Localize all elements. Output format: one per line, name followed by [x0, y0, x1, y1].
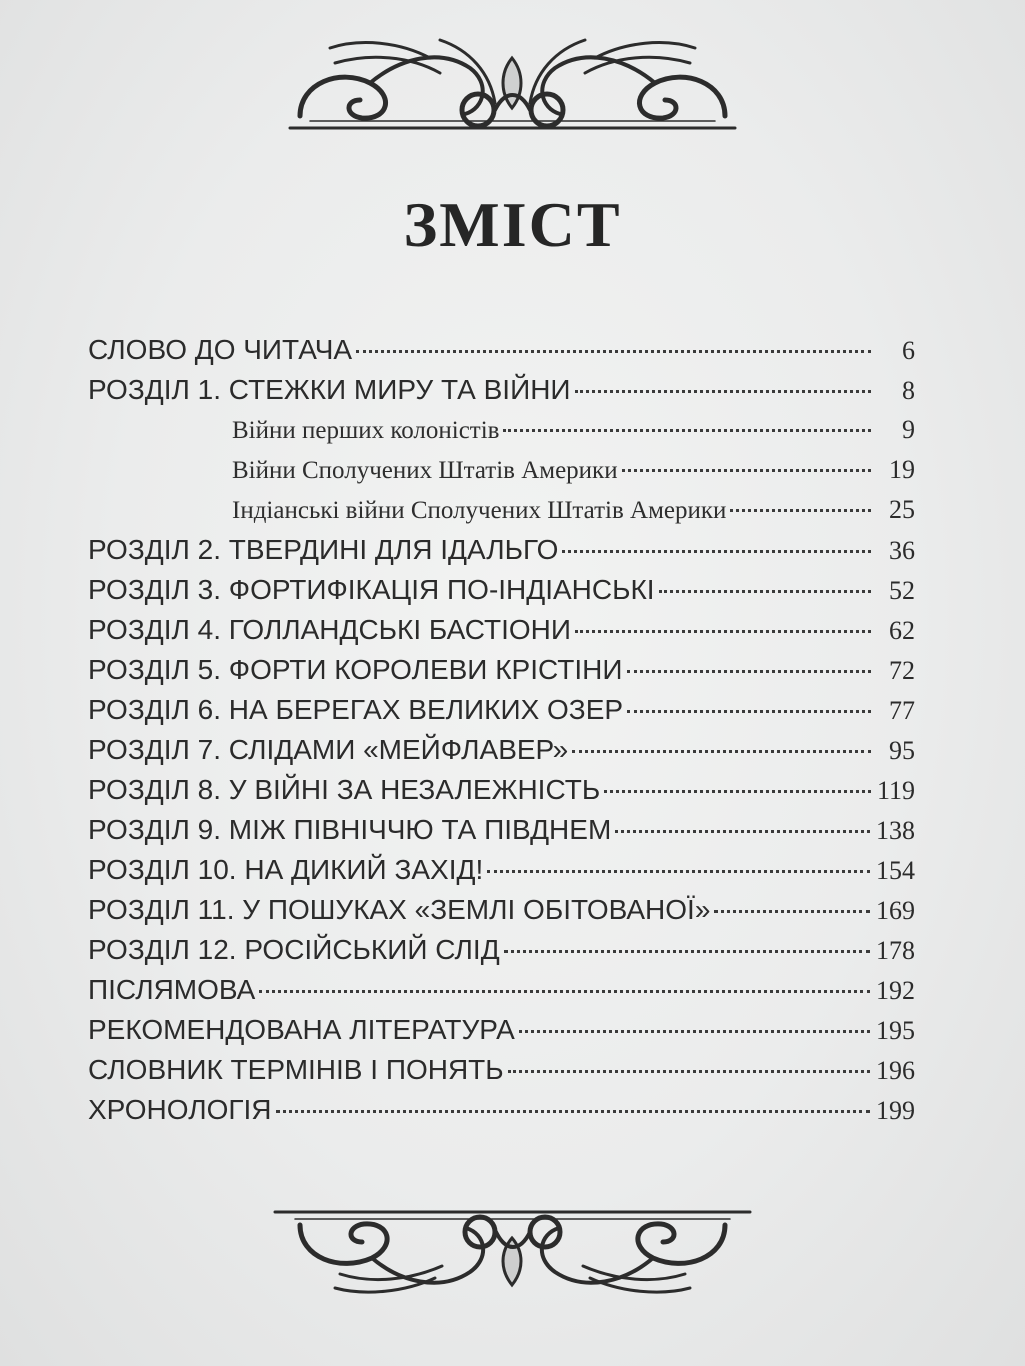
toc-entry-page: 95 [889, 736, 915, 765]
toc-leader-dots [627, 670, 872, 673]
toc-leader-dots [575, 390, 871, 393]
toc-entry-page: 119 [876, 776, 915, 805]
toc-entry [0, 570, 1025, 610]
toc-entry-label: РОЗДІЛ 9. МІЖ ПІВНІЧЧЮ ТА ПІВДНЕМ [88, 814, 612, 845]
toc-entry-label: РОЗДІЛ 12. РОСІЙСЬКИЙ СЛІД [88, 934, 500, 965]
toc-leader-dots [615, 830, 870, 833]
toc-subentry-label: Війни перших колоністів [232, 417, 500, 444]
toc-leader-dots [659, 590, 871, 593]
toc-entry-page: 178 [876, 936, 915, 965]
toc-entry [0, 850, 1025, 890]
toc-leader-dots [714, 910, 870, 913]
toc-entry-page: 8 [902, 376, 915, 405]
toc-entry-page: 62 [889, 616, 915, 645]
toc-entry [0, 1010, 1025, 1050]
toc-entry-page: 169 [876, 896, 915, 925]
toc-subentry [0, 410, 1025, 450]
toc-entry-label: РОЗДІЛ 11. У ПОШУКАХ «ЗЕМЛІ ОБІТОВАНОЇ» [88, 894, 711, 925]
toc-entry-label: РОЗДІЛ 5. ФОРТИ КОРОЛЕВИ КРІСТІНИ [88, 654, 623, 685]
toc-subentry-page: 25 [889, 495, 915, 524]
toc-entry-label: РОЗДІЛ 4. ГОЛЛАНДСЬКІ БАСТІОНИ [88, 614, 572, 645]
toc-leader-dots [519, 1030, 870, 1033]
toc-entry-label: РОЗДІЛ 7. СЛІДАМИ «МЕЙФЛАВЕР» [88, 734, 569, 765]
toc-subentry-page: 9 [902, 415, 915, 444]
toc-entry [0, 890, 1025, 930]
toc-subentry [0, 490, 1025, 530]
toc-leader-dots [503, 429, 871, 432]
toc-leader-dots [276, 1110, 870, 1113]
toc-entry-page: 52 [889, 576, 915, 605]
toc-entry [0, 1090, 1025, 1130]
toc-leader-dots [562, 550, 871, 553]
toc-subentry-label: Війни Сполучених Штатів Америки [232, 457, 618, 484]
toc-entry-label: ХРОНОЛОГІЯ [88, 1094, 272, 1125]
toc-entry-page: 72 [889, 656, 915, 685]
toc-leader-dots [575, 630, 871, 633]
table-of-contents [0, 330, 1025, 1130]
toc-entry-label: РОЗДІЛ 1. СТЕЖКИ МИРУ ТА ВІЙНИ [88, 374, 571, 405]
toc-entry-page: 192 [876, 976, 915, 1005]
toc-entry-label: РОЗДІЛ 3. ФОРТИФІКАЦІЯ ПО-ІНДІАНСЬКІ [88, 574, 655, 605]
toc-subentry [0, 450, 1025, 490]
toc-entry [0, 770, 1025, 810]
toc-leader-dots [627, 710, 871, 713]
toc-entry [0, 610, 1025, 650]
toc-subentry-label: Індіанські війни Сполучених Штатів Америки [232, 497, 727, 524]
toc-leader-dots [356, 350, 871, 353]
page-title: ЗМІСТ [403, 189, 622, 260]
toc-entry-page: 196 [876, 1056, 915, 1085]
toc-entry [0, 970, 1025, 1010]
toc-entry-page: 154 [876, 856, 915, 885]
toc-entry-label: РОЗДІЛ 10. НА ДИКИЙ ЗАХІД! [88, 854, 484, 885]
toc-leader-dots [730, 509, 871, 512]
toc-leader-dots [508, 1070, 870, 1073]
toc-entry [0, 370, 1025, 410]
toc-leader-dots [572, 750, 871, 753]
toc-leader-dots [622, 469, 871, 472]
toc-entry-page: 199 [876, 1096, 915, 1125]
toc-entry [0, 530, 1025, 570]
toc-subentry-page: 19 [889, 455, 915, 484]
toc-entry [0, 730, 1025, 770]
toc-entry-label: ПІСЛЯМОВА [88, 974, 256, 1005]
toc-entry [0, 330, 1025, 370]
toc-entry [0, 650, 1025, 690]
toc-entry [0, 690, 1025, 730]
toc-leader-dots [604, 790, 871, 793]
toc-entry [0, 930, 1025, 970]
toc-entry-label: СЛОВНИК ТЕРМІНІВ І ПОНЯТЬ [88, 1054, 504, 1085]
toc-entry-page: 6 [902, 336, 915, 365]
toc-leader-dots [259, 990, 870, 993]
toc-entry-label: РОЗДІЛ 2. ТВЕРДИНІ ДЛЯ ІДАЛЬГО [88, 534, 559, 565]
toc-entry-page: 77 [889, 696, 915, 725]
toc-entry-label: РОЗДІЛ 6. НА БЕРЕГАХ ВЕЛИКИХ ОЗЕР [88, 694, 624, 725]
toc-entry-label: СЛОВО ДО ЧИТАЧА [88, 334, 353, 365]
toc-entry-label: РОЗДІЛ 8. У ВІЙНІ ЗА НЕЗАЛЕЖНІСТЬ [88, 774, 601, 805]
toc-leader-dots [487, 870, 870, 873]
toc-entry-page: 195 [876, 1016, 915, 1045]
toc-entry [0, 1050, 1025, 1090]
toc-entry-page: 138 [876, 816, 915, 845]
toc-entry-page: 36 [889, 536, 915, 565]
bottom-ornament-icon [0, 1200, 1025, 1300]
toc-entry [0, 810, 1025, 850]
top-ornament-icon [0, 28, 1025, 138]
toc-entry-label: РЕКОМЕНДОВАНА ЛІТЕРАТУРА [88, 1014, 515, 1045]
toc-leader-dots [504, 950, 870, 953]
